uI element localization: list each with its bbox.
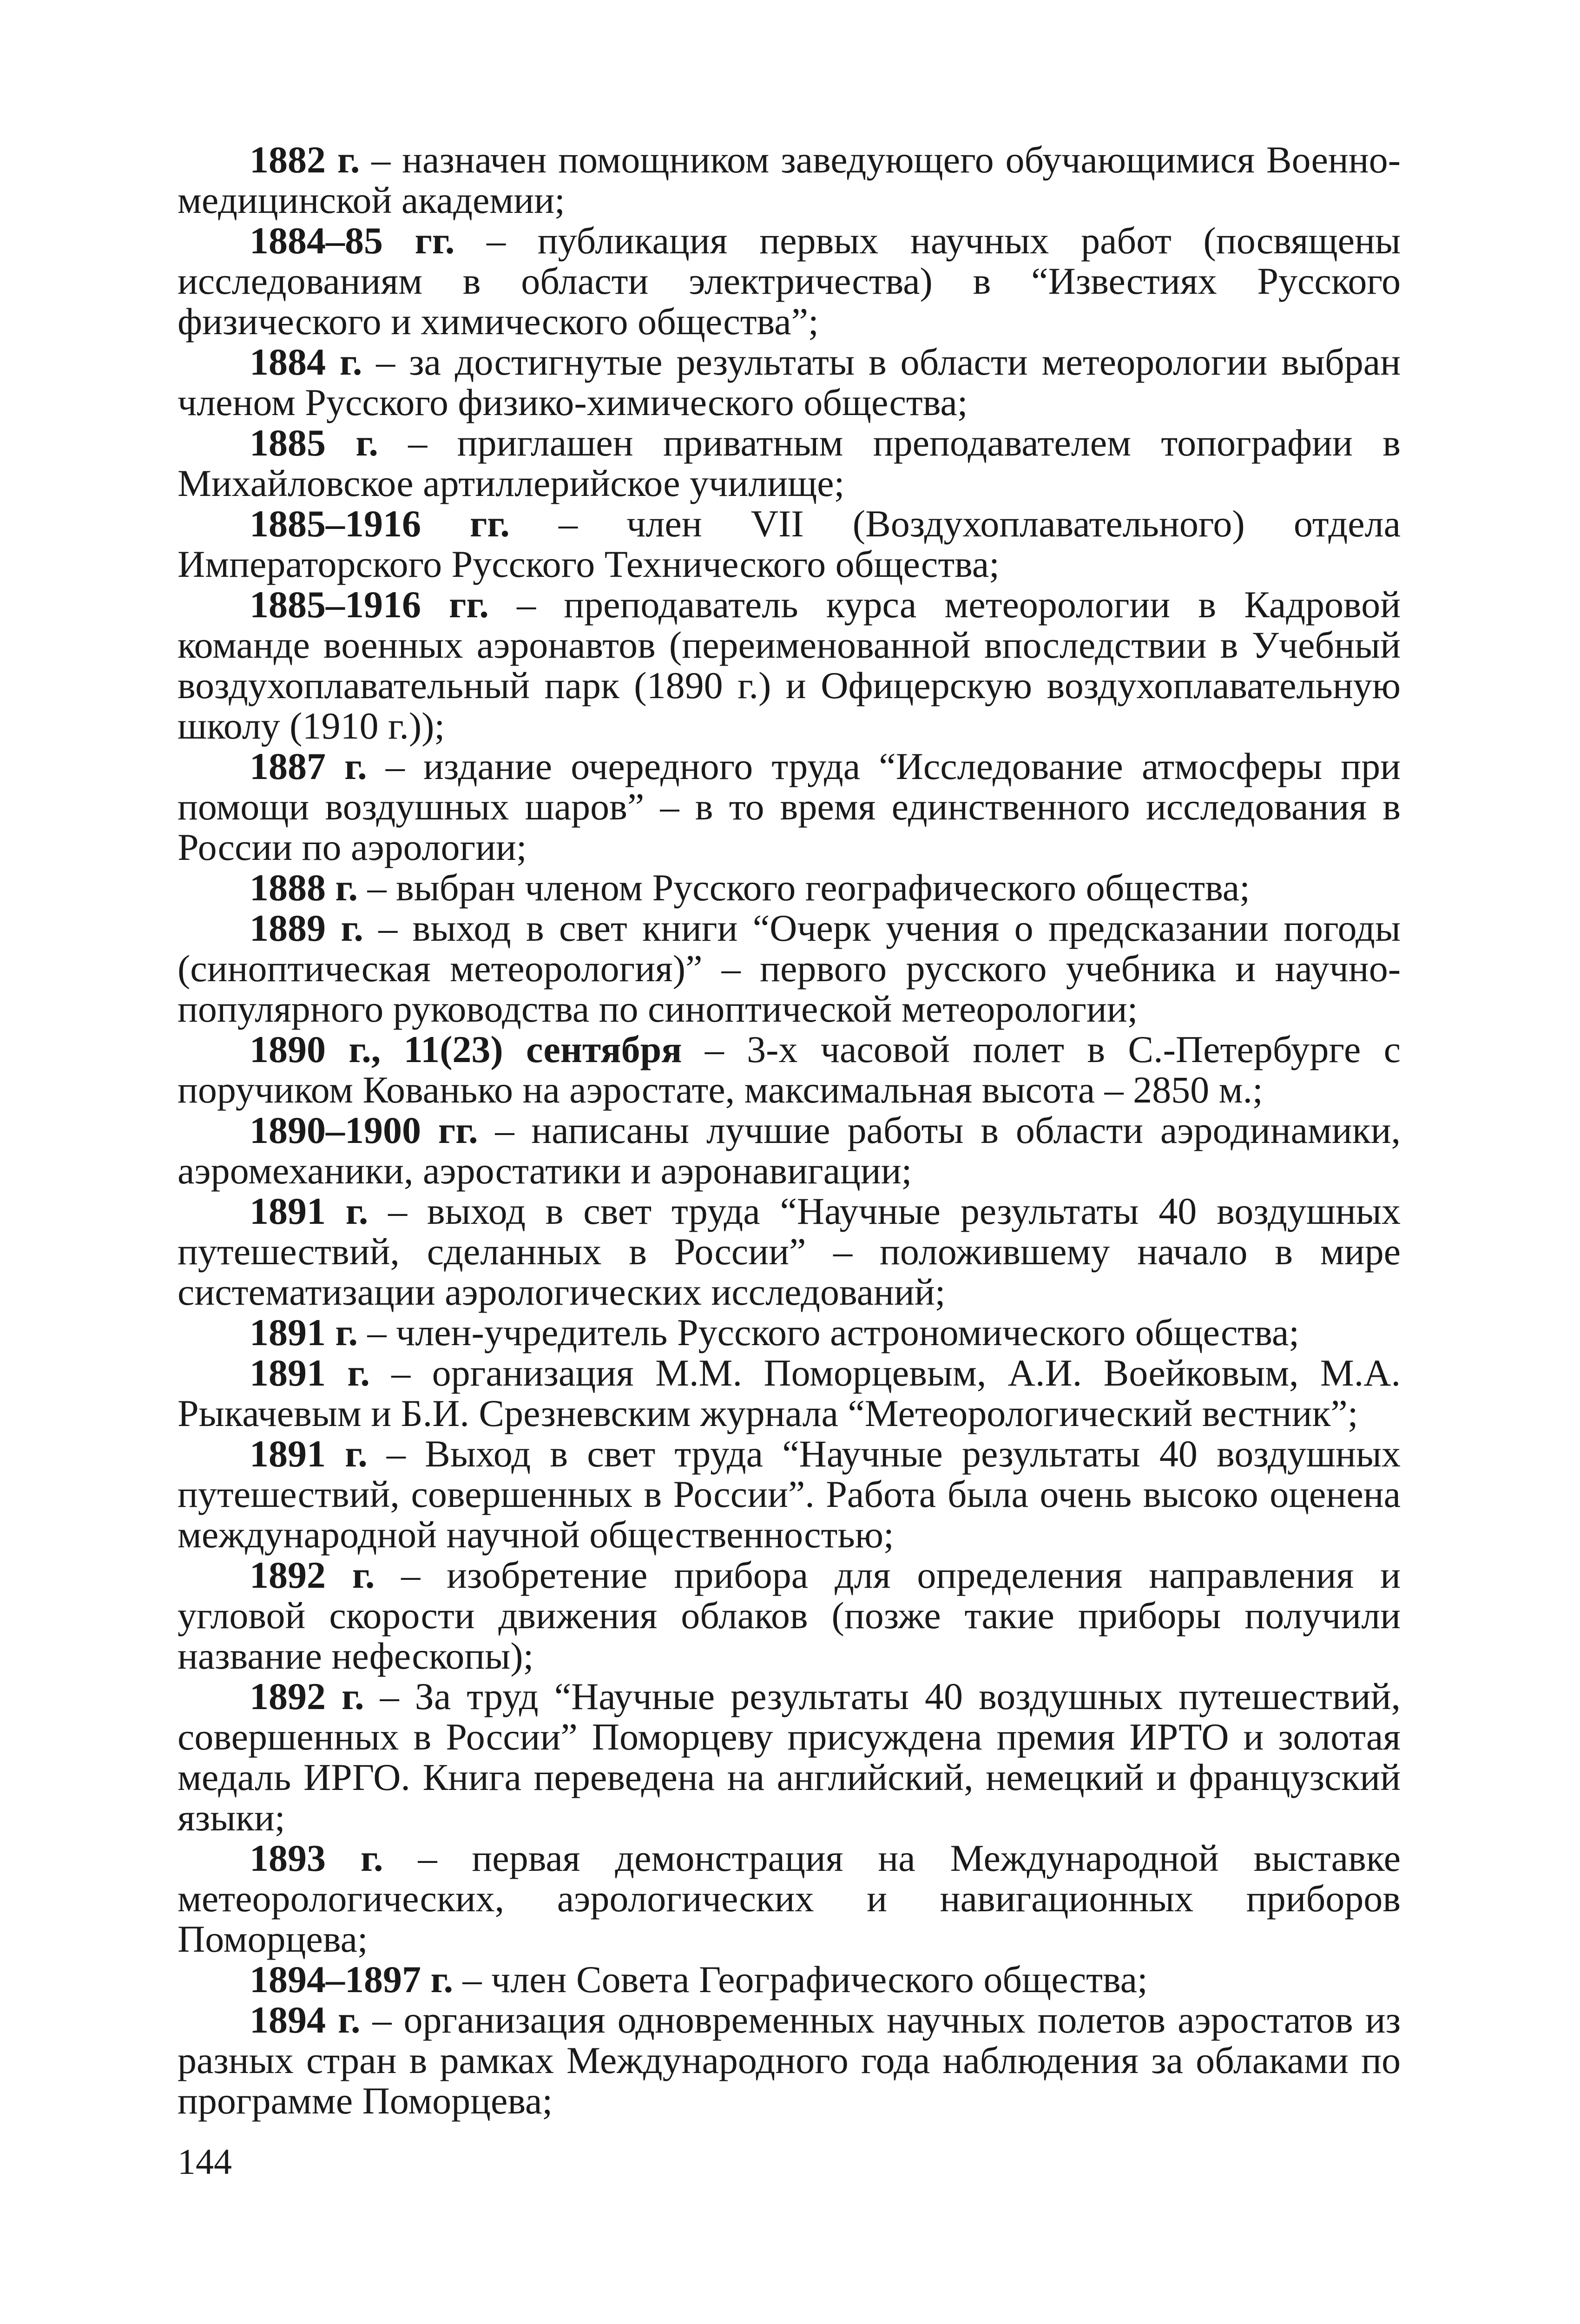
chronology-entry xyxy=(178,503,1401,584)
entry-text: – первая демонстрация на Международной выставке метеорологических, аэрологических и навигационных приборов Поморцева; xyxy=(178,1837,1401,1960)
chronology-entry xyxy=(178,1029,1401,1110)
entry-date: 1891 г. xyxy=(250,1190,369,1232)
entry-date: 1887 г. xyxy=(250,745,367,787)
chronology-entry xyxy=(178,908,1401,1029)
entry-text: – 3-х часовой полет в С.-Петербурге с поручиком Кованько на аэростате, максимальная высота – 2850 м.; xyxy=(178,1028,1401,1111)
entry-date: 1894 г. xyxy=(250,1999,361,2041)
chronology-entry xyxy=(178,1353,1401,1433)
chronology-entry xyxy=(178,1555,1401,1676)
chronology-entry xyxy=(178,584,1401,746)
entry-date: 1884–85 гг. xyxy=(250,219,455,262)
chronology-entry xyxy=(178,1838,1401,1959)
entry-text: – выход в свет труда “Научные результаты 40 воздушных путешествий, сделанных в России” – положившему начало в мире систематизации аэрологических исследований; xyxy=(178,1190,1401,1313)
entry-text: – преподаватель курса метеорологии в Кадровой команде военных аэронавтов (переименованной впоследствии в Учебный воздухоплавательный парк (1890 г.) и Офицерскую воздухоплавательную школу (1910 г.)); xyxy=(178,583,1401,747)
chronology-entry xyxy=(178,1433,1401,1555)
entry-text: – член Совета Географического общества; xyxy=(453,1958,1148,2000)
entry-date: 1882 г. xyxy=(250,139,360,181)
chronology-text xyxy=(178,139,1401,2121)
entry-text: – выход в свет книги “Очерк учения о предсказании погоды (синоптическая метеорология)” – первого русского учебника и научно-популярного руководства по синоптической метеорологии; xyxy=(178,907,1401,1030)
entry-text: – член-учредитель Русского астрономического общества; xyxy=(358,1311,1300,1353)
entry-text: – организация одновременных научных полетов аэростатов из разных стран в рамках Международного года наблюдения за облаками по программе Поморцева; xyxy=(178,1999,1401,2122)
chronology-entry xyxy=(178,1191,1401,1312)
page-number: 144 xyxy=(178,2141,232,2182)
entry-date: 1885 г. xyxy=(250,422,378,464)
entry-text: – выбран членом Русского географического общества; xyxy=(358,866,1250,909)
chronology-entry xyxy=(178,342,1401,423)
entry-date: 1892 г. xyxy=(250,1554,375,1596)
entry-date: 1885–1916 гг. xyxy=(250,502,510,545)
chronology-entry xyxy=(178,1312,1401,1353)
entry-date: 1889 г. xyxy=(250,907,363,949)
entry-date: 1891 г. xyxy=(250,1433,368,1475)
entry-date: 1890 г., 11(23) сентября xyxy=(250,1028,682,1070)
entry-text: – За труд “Научные результаты 40 воздушных путешествий, совершенных в России” Поморцеву присуждена премия ИРТО и золотая медаль ИРГО. Книга переведена на английский, немецкий и французский языки; xyxy=(178,1675,1401,1839)
entry-text: – организация М.М. Поморцевым, А.И. Воейковым, М.А. Рыкачевым и Б.И. Срезневским журнала “Метеорологический вестник”; xyxy=(178,1352,1401,1434)
chronology-entry xyxy=(178,1676,1401,1838)
entry-date: 1892 г. xyxy=(250,1675,364,1717)
entry-text: – написаны лучшие работы в области аэродинамики, аэромеханики, аэростатики и аэронавигации; xyxy=(178,1109,1401,1192)
entry-date: 1891 г. xyxy=(250,1352,370,1394)
chronology-entry xyxy=(178,1110,1401,1191)
entry-text: – назначен помощником заведующего обучающимися Военно-медицинской академии; xyxy=(178,139,1401,221)
entry-text: – приглашен приватным преподавателем топографии в Михайловское артиллерийское училище; xyxy=(178,422,1401,504)
entry-date: 1890–1900 гг. xyxy=(250,1109,478,1151)
entry-text: – за достигнутые результаты в области метеорологии выбран членом Русского физико-химического общества; xyxy=(178,341,1401,423)
chronology-entry xyxy=(178,1959,1401,2000)
entry-text: – издание очередного труда “Исследование атмосферы при помощи воздушных шаров” – в то время единственного исследования в России по аэрологии; xyxy=(178,745,1401,868)
entry-date: 1884 г. xyxy=(250,341,362,383)
entry-text: – изобретение прибора для определения направления и угловой скорости движения облаков (позже такие приборы получили название нефескопы); xyxy=(178,1554,1401,1677)
chronology-entry xyxy=(178,2000,1401,2121)
chronology-entry xyxy=(178,746,1401,867)
chronology-entry xyxy=(178,867,1401,908)
entry-date: 1885–1916 гг. xyxy=(250,583,489,626)
chronology-entry xyxy=(178,423,1401,503)
entry-text: – публикация первых научных работ (посвящены исследованиям в области электричества) в “Известиях Русского физического и химического общества”; xyxy=(178,219,1401,343)
chronology-entry xyxy=(178,139,1401,220)
entry-text: – член VII (Воздухоплавательного) отдела Императорского Русского Технического общества; xyxy=(178,502,1401,585)
entry-date: 1888 г. xyxy=(250,866,358,909)
entry-date: 1891 г. xyxy=(250,1311,358,1353)
entry-text: – Выход в свет труда “Научные результаты 40 воздушных путешествий, совершенных в России”. Работа была очень высоко оценена международной научной общественностью; xyxy=(178,1433,1401,1556)
entry-date: 1894–1897 г. xyxy=(250,1958,453,2000)
entry-date: 1893 г. xyxy=(250,1837,383,1879)
chronology-entry xyxy=(178,220,1401,342)
